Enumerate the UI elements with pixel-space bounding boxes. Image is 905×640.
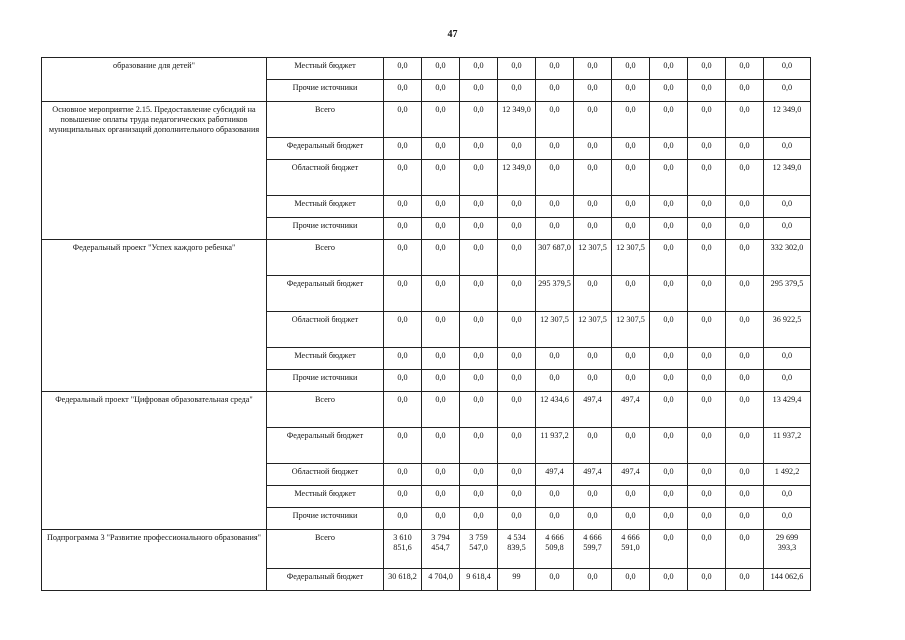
year-value-cell: 0,0 xyxy=(574,102,612,138)
funding-source-cell: Областной бюджет xyxy=(267,160,384,196)
year-value-cell: 0,0 xyxy=(460,160,498,196)
year-value-cell: 0,0 xyxy=(612,348,650,370)
year-value-cell: 0,0 xyxy=(384,160,422,196)
year-value-cell: 0,0 xyxy=(384,370,422,392)
year-value-cell: 0,0 xyxy=(726,312,764,348)
year-value-cell: 0,0 xyxy=(536,569,574,591)
year-value-cell: 0,0 xyxy=(688,138,726,160)
year-value-cell: 0,0 xyxy=(422,392,460,428)
year-value-cell: 0,0 xyxy=(422,240,460,276)
program-name-cell: Подпрограмма 3 "Развитие профессионального образования" xyxy=(42,530,267,591)
year-value-cell: 3 610 851,6 xyxy=(384,530,422,569)
year-value-cell: 0,0 xyxy=(498,312,536,348)
budget-table xyxy=(41,57,811,591)
total-value-cell: 29 699 393,3 xyxy=(764,530,811,569)
funding-source-cell: Федеральный бюджет xyxy=(267,428,384,464)
year-value-cell: 3 759 547,0 xyxy=(460,530,498,569)
program-name-cell: образование для детей" xyxy=(42,58,267,102)
year-value-cell: 0,0 xyxy=(422,58,460,80)
year-value-cell: 0,0 xyxy=(460,486,498,508)
year-value-cell: 0,0 xyxy=(612,138,650,160)
funding-source-cell: Прочие источники xyxy=(267,508,384,530)
year-value-cell: 0,0 xyxy=(536,196,574,218)
year-value-cell: 0,0 xyxy=(650,464,688,486)
year-value-cell: 0,0 xyxy=(726,80,764,102)
year-value-cell: 0,0 xyxy=(650,240,688,276)
year-value-cell: 0,0 xyxy=(574,218,612,240)
year-value-cell: 0,0 xyxy=(688,102,726,138)
year-value-cell: 0,0 xyxy=(726,530,764,569)
year-value-cell: 0,0 xyxy=(574,569,612,591)
budget-table-body xyxy=(42,58,811,591)
year-value-cell: 0,0 xyxy=(612,102,650,138)
year-value-cell: 497,4 xyxy=(536,464,574,486)
year-value-cell: 0,0 xyxy=(498,428,536,464)
program-name-cell: Основное мероприятие 2.15. Предоставление субсидий на повышение оплаты труда педагогических работников муниципальных организаций дополнительного образования xyxy=(42,102,267,240)
year-value-cell: 0,0 xyxy=(612,508,650,530)
funding-source-cell: Всего xyxy=(267,530,384,569)
total-value-cell: 11 937,2 xyxy=(764,428,811,464)
year-value-cell: 0,0 xyxy=(460,276,498,312)
year-value-cell: 0,0 xyxy=(422,218,460,240)
year-value-cell: 0,0 xyxy=(650,58,688,80)
year-value-cell: 0,0 xyxy=(498,348,536,370)
year-value-cell: 0,0 xyxy=(726,348,764,370)
year-value-cell: 0,0 xyxy=(460,428,498,464)
year-value-cell: 0,0 xyxy=(688,58,726,80)
total-value-cell: 144 062,6 xyxy=(764,569,811,591)
total-value-cell: 12 349,0 xyxy=(764,102,811,138)
year-value-cell: 0,0 xyxy=(536,138,574,160)
funding-source-cell: Прочие источники xyxy=(267,80,384,102)
year-value-cell: 0,0 xyxy=(688,370,726,392)
table-row xyxy=(42,240,811,276)
funding-source-cell: Местный бюджет xyxy=(267,196,384,218)
funding-source-cell: Местный бюджет xyxy=(267,58,384,80)
year-value-cell: 0,0 xyxy=(536,348,574,370)
year-value-cell: 0,0 xyxy=(422,276,460,312)
year-value-cell: 0,0 xyxy=(384,312,422,348)
year-value-cell: 0,0 xyxy=(498,370,536,392)
year-value-cell: 0,0 xyxy=(650,428,688,464)
year-value-cell: 0,0 xyxy=(498,392,536,428)
year-value-cell: 0,0 xyxy=(422,160,460,196)
year-value-cell: 307 687,0 xyxy=(536,240,574,276)
year-value-cell: 0,0 xyxy=(688,428,726,464)
year-value-cell: 497,4 xyxy=(612,464,650,486)
year-value-cell: 0,0 xyxy=(650,218,688,240)
year-value-cell: 0,0 xyxy=(536,218,574,240)
year-value-cell: 0,0 xyxy=(688,218,726,240)
funding-source-cell: Прочие источники xyxy=(267,218,384,240)
year-value-cell: 0,0 xyxy=(460,348,498,370)
year-value-cell: 0,0 xyxy=(650,392,688,428)
total-value-cell: 295 379,5 xyxy=(764,276,811,312)
year-value-cell: 11 937,2 xyxy=(536,428,574,464)
total-value-cell: 0,0 xyxy=(764,138,811,160)
year-value-cell: 0,0 xyxy=(460,102,498,138)
year-value-cell: 0,0 xyxy=(384,486,422,508)
funding-source-cell: Федеральный бюджет xyxy=(267,569,384,591)
year-value-cell: 0,0 xyxy=(536,102,574,138)
year-value-cell: 0,0 xyxy=(650,569,688,591)
year-value-cell: 0,0 xyxy=(536,508,574,530)
year-value-cell: 0,0 xyxy=(726,138,764,160)
total-value-cell: 13 429,4 xyxy=(764,392,811,428)
year-value-cell: 0,0 xyxy=(384,102,422,138)
year-value-cell: 0,0 xyxy=(536,486,574,508)
year-value-cell: 0,0 xyxy=(650,348,688,370)
table-row xyxy=(42,392,811,428)
year-value-cell: 0,0 xyxy=(612,218,650,240)
year-value-cell: 0,0 xyxy=(612,428,650,464)
year-value-cell: 0,0 xyxy=(422,196,460,218)
total-value-cell: 0,0 xyxy=(764,218,811,240)
year-value-cell: 0,0 xyxy=(498,508,536,530)
year-value-cell: 0,0 xyxy=(422,102,460,138)
year-value-cell: 0,0 xyxy=(384,464,422,486)
funding-source-cell: Федеральный бюджет xyxy=(267,138,384,160)
year-value-cell: 0,0 xyxy=(612,569,650,591)
year-value-cell: 0,0 xyxy=(612,196,650,218)
year-value-cell: 0,0 xyxy=(384,138,422,160)
year-value-cell: 0,0 xyxy=(726,370,764,392)
year-value-cell: 4 666 591,0 xyxy=(612,530,650,569)
year-value-cell: 0,0 xyxy=(612,160,650,196)
year-value-cell: 0,0 xyxy=(726,240,764,276)
year-value-cell: 0,0 xyxy=(650,530,688,569)
year-value-cell: 99 xyxy=(498,569,536,591)
year-value-cell: 12 307,5 xyxy=(612,312,650,348)
year-value-cell: 4 534 839,5 xyxy=(498,530,536,569)
year-value-cell: 0,0 xyxy=(650,312,688,348)
year-value-cell: 0,0 xyxy=(498,196,536,218)
year-value-cell: 0,0 xyxy=(574,276,612,312)
year-value-cell: 0,0 xyxy=(422,312,460,348)
year-value-cell: 0,0 xyxy=(384,428,422,464)
year-value-cell: 0,0 xyxy=(574,160,612,196)
year-value-cell: 0,0 xyxy=(422,370,460,392)
total-value-cell: 0,0 xyxy=(764,58,811,80)
year-value-cell: 0,0 xyxy=(460,196,498,218)
table-row xyxy=(42,102,811,138)
year-value-cell: 0,0 xyxy=(612,370,650,392)
year-value-cell: 0,0 xyxy=(726,58,764,80)
total-value-cell: 0,0 xyxy=(764,370,811,392)
year-value-cell: 0,0 xyxy=(726,160,764,196)
year-value-cell: 0,0 xyxy=(384,276,422,312)
year-value-cell: 0,0 xyxy=(460,370,498,392)
year-value-cell: 0,0 xyxy=(726,218,764,240)
year-value-cell: 0,0 xyxy=(384,80,422,102)
year-value-cell: 30 618,2 xyxy=(384,569,422,591)
year-value-cell: 0,0 xyxy=(726,196,764,218)
funding-source-cell: Прочие источники xyxy=(267,370,384,392)
year-value-cell: 0,0 xyxy=(422,464,460,486)
year-value-cell: 0,0 xyxy=(612,486,650,508)
year-value-cell: 12 307,5 xyxy=(612,240,650,276)
year-value-cell: 0,0 xyxy=(460,138,498,160)
year-value-cell: 0,0 xyxy=(536,160,574,196)
year-value-cell: 9 618,4 xyxy=(460,569,498,591)
year-value-cell: 0,0 xyxy=(498,464,536,486)
year-value-cell: 0,0 xyxy=(726,102,764,138)
year-value-cell: 0,0 xyxy=(612,276,650,312)
year-value-cell: 0,0 xyxy=(422,80,460,102)
year-value-cell: 0,0 xyxy=(688,160,726,196)
year-value-cell: 0,0 xyxy=(536,370,574,392)
total-value-cell: 0,0 xyxy=(764,80,811,102)
year-value-cell: 0,0 xyxy=(384,218,422,240)
year-value-cell: 0,0 xyxy=(726,392,764,428)
program-name-cell: Федеральный проект "Успех каждого ребенка" xyxy=(42,240,267,392)
year-value-cell: 0,0 xyxy=(688,569,726,591)
year-value-cell: 0,0 xyxy=(384,240,422,276)
total-value-cell: 1 492,2 xyxy=(764,464,811,486)
funding-source-cell: Местный бюджет xyxy=(267,486,384,508)
year-value-cell: 0,0 xyxy=(574,348,612,370)
year-value-cell: 0,0 xyxy=(574,370,612,392)
year-value-cell: 0,0 xyxy=(498,276,536,312)
year-value-cell: 0,0 xyxy=(650,160,688,196)
year-value-cell: 0,0 xyxy=(460,218,498,240)
year-value-cell: 0,0 xyxy=(384,508,422,530)
year-value-cell: 0,0 xyxy=(422,508,460,530)
year-value-cell: 0,0 xyxy=(574,428,612,464)
year-value-cell: 12 434,6 xyxy=(536,392,574,428)
year-value-cell: 0,0 xyxy=(384,348,422,370)
total-value-cell: 0,0 xyxy=(764,486,811,508)
year-value-cell: 0,0 xyxy=(498,80,536,102)
table-row xyxy=(42,58,811,80)
total-value-cell: 0,0 xyxy=(764,196,811,218)
year-value-cell: 0,0 xyxy=(726,569,764,591)
year-value-cell: 497,4 xyxy=(574,464,612,486)
year-value-cell: 0,0 xyxy=(384,196,422,218)
year-value-cell: 0,0 xyxy=(726,428,764,464)
year-value-cell: 12 307,5 xyxy=(536,312,574,348)
year-value-cell: 0,0 xyxy=(650,138,688,160)
year-value-cell: 0,0 xyxy=(460,312,498,348)
year-value-cell: 0,0 xyxy=(612,58,650,80)
funding-source-cell: Всего xyxy=(267,392,384,428)
year-value-cell: 497,4 xyxy=(574,392,612,428)
year-value-cell: 0,0 xyxy=(688,196,726,218)
year-value-cell: 0,0 xyxy=(536,80,574,102)
year-value-cell: 0,0 xyxy=(536,58,574,80)
year-value-cell: 0,0 xyxy=(688,348,726,370)
year-value-cell: 0,0 xyxy=(574,80,612,102)
year-value-cell: 0,0 xyxy=(498,486,536,508)
year-value-cell: 12 349,0 xyxy=(498,102,536,138)
year-value-cell: 0,0 xyxy=(688,464,726,486)
year-value-cell: 12 307,5 xyxy=(574,240,612,276)
funding-source-cell: Всего xyxy=(267,240,384,276)
table-row xyxy=(42,530,811,569)
year-value-cell: 0,0 xyxy=(650,486,688,508)
total-value-cell: 332 302,0 xyxy=(764,240,811,276)
funding-source-cell: Федеральный бюджет xyxy=(267,276,384,312)
year-value-cell: 0,0 xyxy=(688,276,726,312)
year-value-cell: 0,0 xyxy=(688,392,726,428)
year-value-cell: 0,0 xyxy=(460,80,498,102)
year-value-cell: 4 704,0 xyxy=(422,569,460,591)
year-value-cell: 4 666 509,8 xyxy=(536,530,574,569)
year-value-cell: 0,0 xyxy=(688,312,726,348)
year-value-cell: 0,0 xyxy=(422,138,460,160)
year-value-cell: 0,0 xyxy=(460,240,498,276)
year-value-cell: 0,0 xyxy=(688,80,726,102)
year-value-cell: 0,0 xyxy=(574,196,612,218)
year-value-cell: 497,4 xyxy=(612,392,650,428)
year-value-cell: 0,0 xyxy=(498,218,536,240)
page-number: 47 xyxy=(447,29,458,40)
year-value-cell: 0,0 xyxy=(574,508,612,530)
year-value-cell: 0,0 xyxy=(460,58,498,80)
year-value-cell: 0,0 xyxy=(650,102,688,138)
year-value-cell: 0,0 xyxy=(650,508,688,530)
total-value-cell: 12 349,0 xyxy=(764,160,811,196)
year-value-cell: 0,0 xyxy=(688,240,726,276)
funding-source-cell: Областной бюджет xyxy=(267,312,384,348)
year-value-cell: 0,0 xyxy=(726,276,764,312)
year-value-cell: 0,0 xyxy=(688,530,726,569)
year-value-cell: 4 666 599,7 xyxy=(574,530,612,569)
year-value-cell: 3 794 454,7 xyxy=(422,530,460,569)
year-value-cell: 0,0 xyxy=(422,486,460,508)
year-value-cell: 295 379,5 xyxy=(536,276,574,312)
year-value-cell: 0,0 xyxy=(688,508,726,530)
year-value-cell: 0,0 xyxy=(422,428,460,464)
year-value-cell: 12 307,5 xyxy=(574,312,612,348)
year-value-cell: 0,0 xyxy=(460,508,498,530)
year-value-cell: 0,0 xyxy=(726,486,764,508)
year-value-cell: 0,0 xyxy=(460,464,498,486)
total-value-cell: 36 922,5 xyxy=(764,312,811,348)
year-value-cell: 0,0 xyxy=(726,508,764,530)
program-name-cell: Федеральный проект "Цифровая образовательная среда" xyxy=(42,392,267,530)
year-value-cell: 0,0 xyxy=(612,80,650,102)
funding-source-cell: Всего xyxy=(267,102,384,138)
year-value-cell: 0,0 xyxy=(726,464,764,486)
year-value-cell: 0,0 xyxy=(574,486,612,508)
year-value-cell: 0,0 xyxy=(422,348,460,370)
year-value-cell: 0,0 xyxy=(650,276,688,312)
year-value-cell: 0,0 xyxy=(650,370,688,392)
funding-source-cell: Областной бюджет xyxy=(267,464,384,486)
year-value-cell: 0,0 xyxy=(384,392,422,428)
year-value-cell: 0,0 xyxy=(460,392,498,428)
year-value-cell: 0,0 xyxy=(688,486,726,508)
year-value-cell: 0,0 xyxy=(384,58,422,80)
year-value-cell: 12 349,0 xyxy=(498,160,536,196)
year-value-cell: 0,0 xyxy=(498,138,536,160)
year-value-cell: 0,0 xyxy=(574,58,612,80)
funding-source-cell: Местный бюджет xyxy=(267,348,384,370)
year-value-cell: 0,0 xyxy=(650,196,688,218)
year-value-cell: 0,0 xyxy=(498,240,536,276)
year-value-cell: 0,0 xyxy=(574,138,612,160)
total-value-cell: 0,0 xyxy=(764,508,811,530)
total-value-cell: 0,0 xyxy=(764,348,811,370)
year-value-cell: 0,0 xyxy=(650,80,688,102)
year-value-cell: 0,0 xyxy=(498,58,536,80)
